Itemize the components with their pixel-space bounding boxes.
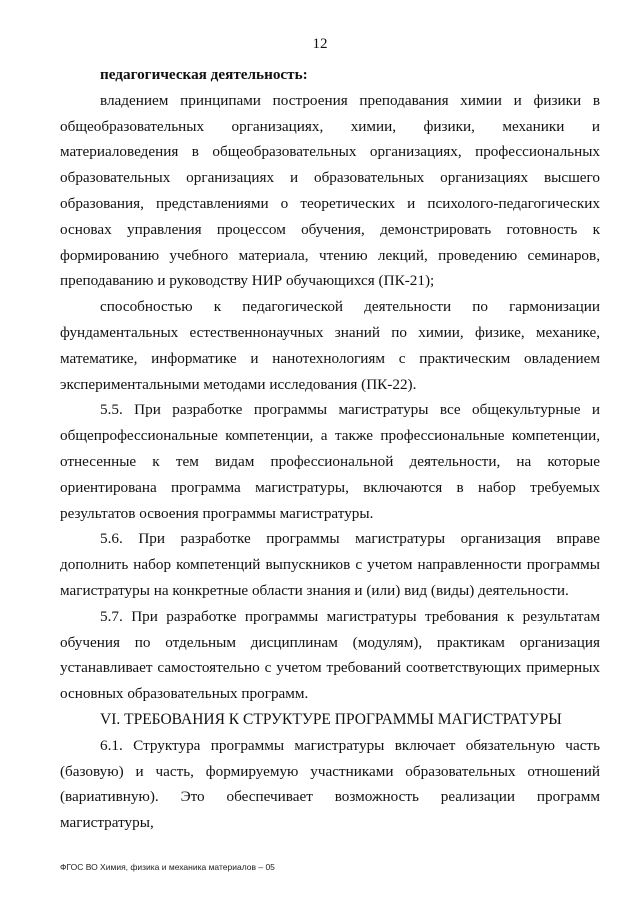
paragraph-5-5: 5.5. При разработке программы магистратуры все общекультурные и общепрофессиональные компетенции, а также профессиональные компетенции, отнесенные к тем видам профессиональной деятельности, на которые ориентирована программа магистратуры, включаются в набор требуемых результатов освоения программы магистратуры. xyxy=(60,401,600,522)
page-number: 12 xyxy=(312,36,328,52)
section-heading: педагогическая деятельность: xyxy=(100,66,308,83)
document-body xyxy=(60,62,600,836)
footer-document-title: ФГОС ВО Химия, физика и механика материалов – 05 xyxy=(60,862,275,872)
paragraph-6-1: 6.1. Структура программы магистратуры включает обязательную часть (базовую) и часть, формируемую участниками образовательных отношений (вариативную). Это обеспечивает возможность реализации программ магистратуры, xyxy=(60,736,600,832)
paragraph-pk22: способностью к педагогической деятельности по гармонизации фундаментальных естественнонаучных знаний по химии, физике, механике, математике, информатике и нанотехнологиям с практическим овладением экспериментальными методами исследования (ПК-22). xyxy=(60,298,600,393)
paragraph-5-6: 5.6. При разработке программы магистратуры организация вправе дополнить набор компетенций выпускников с учетом направленности программы магистратуры на конкретные области знания и (или) вид (виды) деятельности. xyxy=(60,530,600,599)
chapter-heading: VI. ТРЕБОВАНИЯ К СТРУКТУРЕ ПРОГРАММЫ МАГИСТРАТУРЫ xyxy=(100,710,562,728)
paragraph-pk21: владением принципами построения преподавания химии и физики в общеобразовательных организациях, химии, физики, механики и материаловедения в общеобразовательных организациях, профессиональных образовательных организациях и образовательных организациях высшего образования, представлениями о теоретических и психолого-педагогических основах управления процессом обучения, демонстрировать готовность к формированию учебного материала, чтению лекций, проведению семинаров, преподаванию и руководству НИР обучающихся (ПК-21); xyxy=(60,91,600,290)
paragraph-5-7: 5.7. При разработке программы магистратуры требования к результатам обучения по отдельным дисциплинам (модулям), практикам организация устанавливает самостоятельно с учетом требований соответствующих примерных основных образовательных программ. xyxy=(60,607,600,703)
